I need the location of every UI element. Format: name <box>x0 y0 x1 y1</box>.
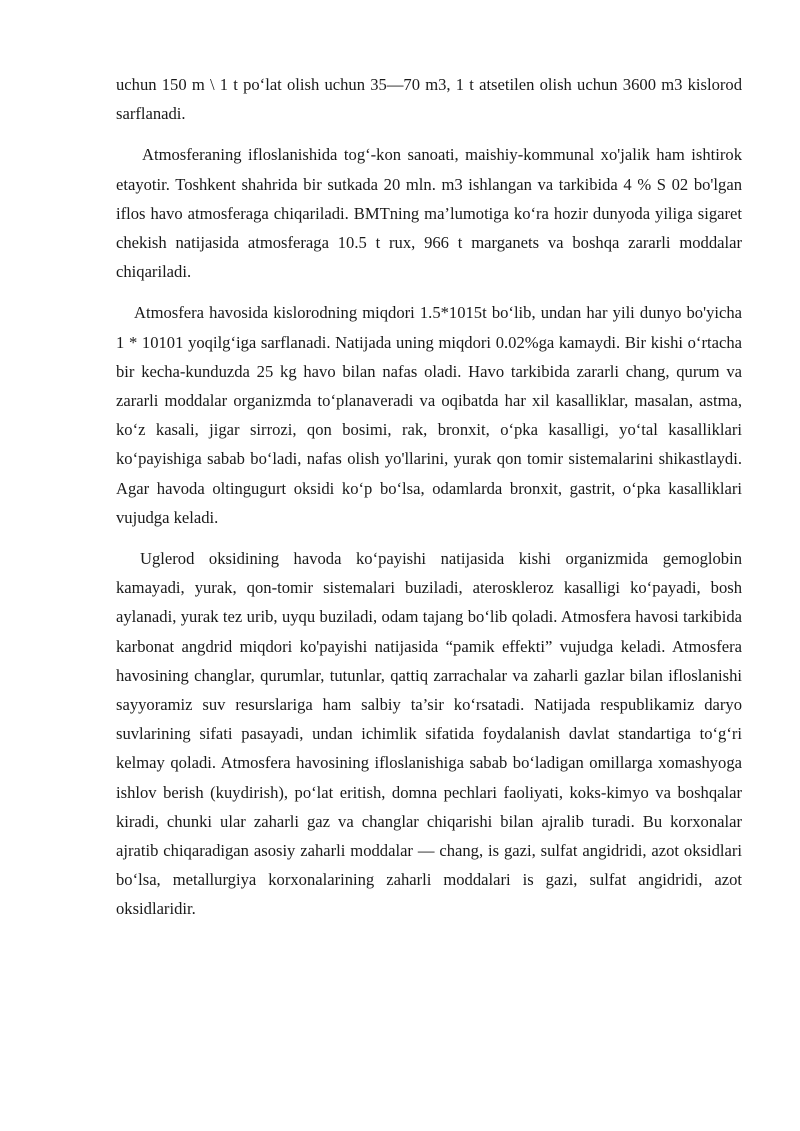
paragraph-pollution-sources: Atmosferaning ifloslanishida tog‘-kon sanoati, maishiy-kommunal xo'jalik ham ishtirok etayotir. Toshkent shahrida bir sutkada 20 mln. m3 ishlangan va tarkibida 4 % S 02 bo'lgan iflos havo atmosferaga chiqariladi. BMTning ma’lumotiga ko‘ra hozir dunyoda yiliga sigaret chekish natijasida atmosferaga 10.5 t rux, 966 t marganets va boshqa zararli moddalar chiqariladi. <box>116 145 742 282</box>
paragraph-oxygen-health: Atmosfera havosida kislorodning miqdori 1.5*1015t bo‘lib, undan har yili dunyo bo'yicha 1 * 10101 yoqilg‘iga sarflanadi. Natijada uning miqdori 0.02%ga kamaydi. Bir kishi o‘rtacha bir kecha-kunduzda 25 kg havo bilan nafas oladi. Havo tarkibida zararli chang, qurum va zararli moddalar organizmda to‘planaveradi va oqibatda har xil kasalliklar, masalan, astma, ko‘z kasali, jigar sirrozi, qon bosimi, rak, bronxit, o‘pka kasalligi, yo‘tal kasalliklari ko‘payishiga sabab bo‘ladi, nafas olish yo'llarini, yurak qon tomir sistemalarini shikastlaydi. Agar havoda oltingugurt oksidi ko‘p bo‘lsa, odamlarda bronxit, gastrit, o‘pka kasalliklari vujudga keladi. <box>116 303 742 527</box>
paragraph-continuation: uchun 150 m \ 1 t po‘lat olish uchun 35—70 m3, 1 t atsetilen olish uchun 3600 m3 kislorod sarflanadi. <box>116 75 742 124</box>
paragraph-carbon-oxide: Uglerod oksidining havoda ko‘payishi natijasida kishi organizmida gemoglobin kamayadi, yurak, qon-tomir sistemalari buziladi, ateroskleroz kasalligi ko‘payadi, bosh aylanadi, yurak tez urib, uyqu buziladi, odam tajang bo‘lib qoladi. Atmosfera havosi tarkibida karbonat angdrid miqdori ko'payishi natijasida “pamik effekti” vujudga keladi. Atmosfera havosining changlar, qurumlar, tutunlar, qattiq zarrachalar va zaharli gazlar bilan ifloslanishi sayyoramiz suv resurslariga ham salbiy ta’sir ko‘rsatadi. Natijada respublikamiz daryo suvlarining sifati pasayadi, undan ichimlik sifatida foydalanish davlat standartiga to‘g‘ri kelmay qoladi. Atmosfera havosining ifloslanishiga sabab bo‘ladigan omillarga xomashyoga ishlov berish (kuydirish), po‘lat eritish, domna pechlari faoliyati, koks-kimyo va boshqalar kiradi, chunki ular zaharli gaz va changlar chiqarishi bilan ajralib turadi. Bu korxonalar ajratib chiqaradigan asosiy zaharli moddalar — chang, is gazi, sulfat angidridi, azot oksidlari bo‘lsa, metallurgiya korxonalarining zaharli moddalari is gazi, sulfat angidridi, azot oksidlaridir. <box>116 549 742 919</box>
document-page <box>116 70 742 936</box>
